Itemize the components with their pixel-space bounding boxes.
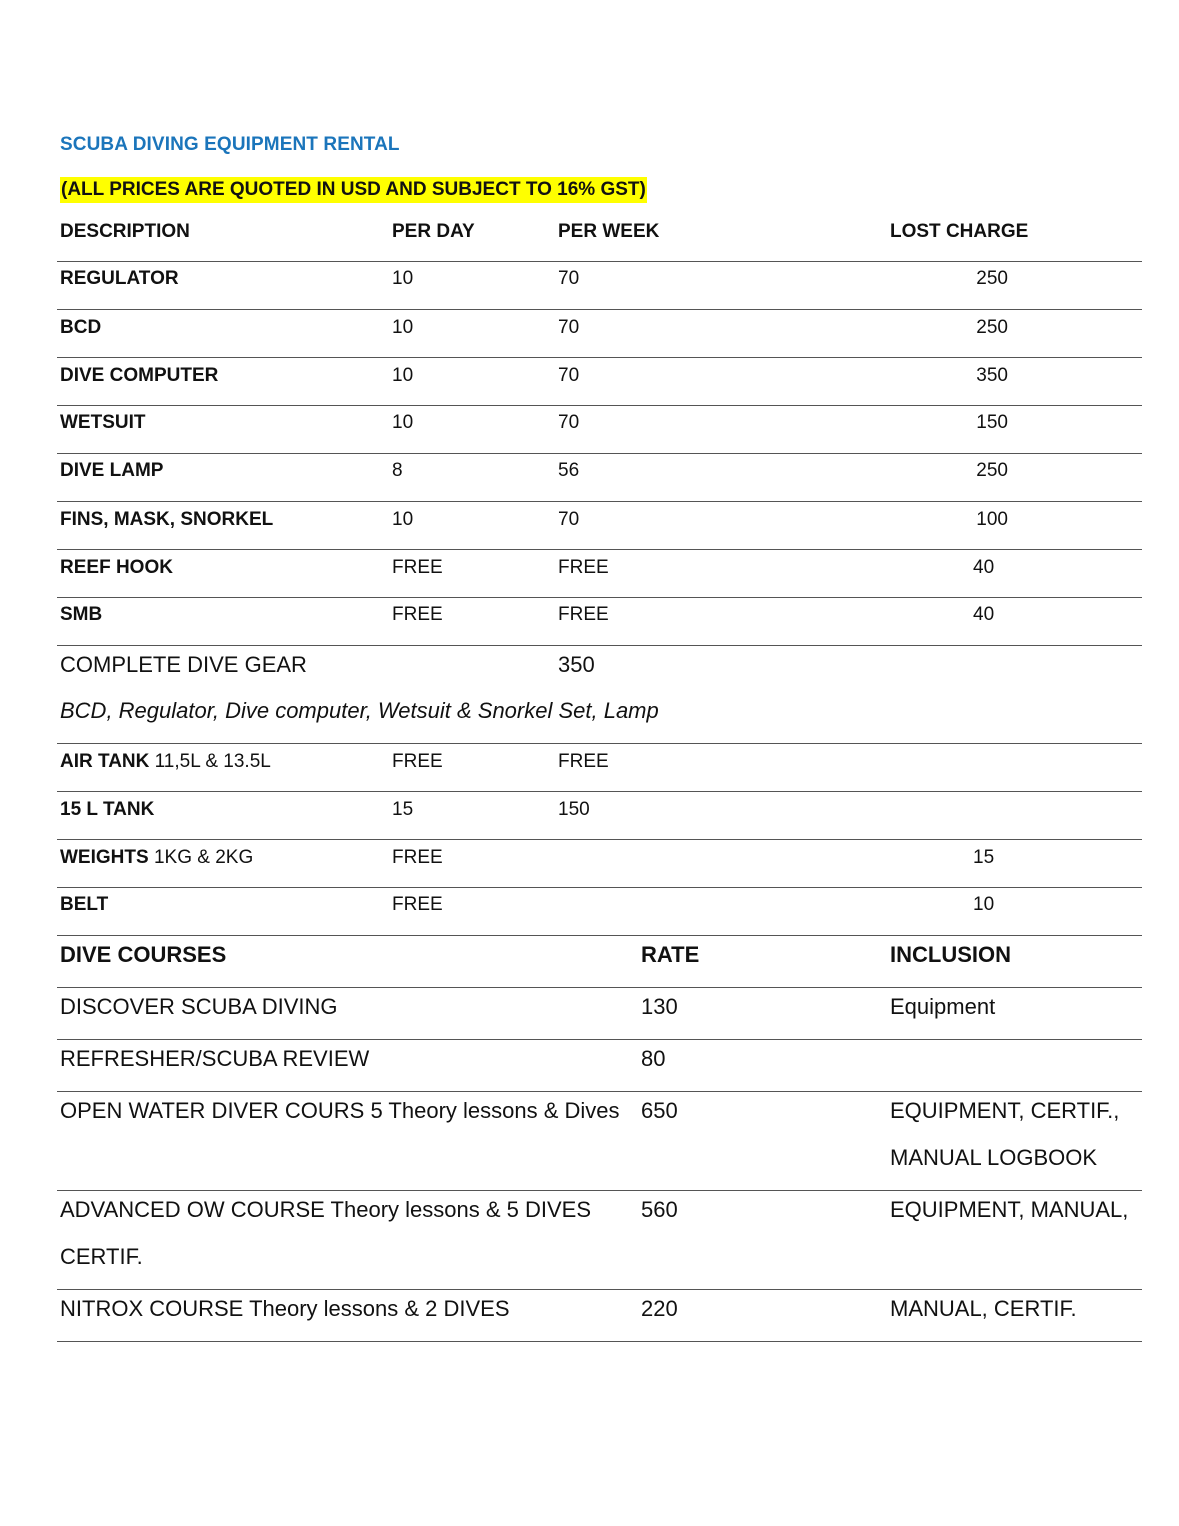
- course-name: NITROX COURSE Theory lessons & 2 DIVES: [60, 1296, 510, 1321]
- table-rule: [57, 987, 1142, 988]
- header-inclusion: INCLUSION: [890, 942, 1011, 967]
- row-lost-charge: 10: [973, 894, 995, 915]
- course-rate: 560: [641, 1197, 678, 1222]
- course-name: REFRESHER/SCUBA REVIEW: [60, 1046, 370, 1071]
- price-notice: (ALL PRICES ARE QUOTED IN USD AND SUBJECT TO 16% GST): [60, 177, 647, 203]
- table-rule: [57, 501, 1142, 502]
- header-dive-courses: DIVE COURSES: [60, 942, 227, 967]
- row-per-week: 150: [558, 799, 590, 820]
- table-rule: [57, 453, 1142, 454]
- row-lost-charge: 250: [976, 460, 1008, 481]
- row-name: REGULATOR: [60, 268, 179, 289]
- course-rate: 650: [641, 1098, 678, 1123]
- table-rule: [57, 1190, 1142, 1191]
- table-rule: [57, 935, 1142, 936]
- course-inclusion: EQUIPMENT, CERTIF.,: [890, 1098, 1120, 1123]
- complete-gear-per-week: 350: [558, 652, 595, 677]
- row-lost-charge: 100: [976, 509, 1008, 530]
- course-inclusion-line2: MANUAL LOGBOOK: [890, 1145, 1098, 1170]
- row-per-day: 10: [392, 317, 414, 338]
- row-name: FINS, MASK, SNORKEL: [60, 509, 274, 530]
- row-per-day: 15: [392, 799, 414, 820]
- row-per-week: 70: [558, 365, 580, 386]
- course-rate: 80: [641, 1046, 666, 1071]
- row-per-week: 70: [558, 412, 580, 433]
- table-rule: [57, 597, 1142, 598]
- row-lost-charge: 150: [976, 412, 1008, 433]
- row-name: DIVE COMPUTER: [60, 365, 219, 386]
- row-name-wrap: [60, 750, 271, 774]
- row-name: 15 L TANK: [60, 799, 155, 820]
- table-rule: [57, 549, 1142, 550]
- row-name-wrap: [60, 846, 253, 870]
- row-name: BCD: [60, 317, 102, 338]
- table-rule: [57, 887, 1142, 888]
- row-per-week: 70: [558, 317, 580, 338]
- table-rule: [57, 405, 1142, 406]
- table-rule: [57, 645, 1142, 646]
- course-rate: 130: [641, 994, 678, 1019]
- document-title: SCUBA DIVING EQUIPMENT RENTAL: [60, 134, 400, 155]
- row-lost-charge: 40: [973, 557, 995, 578]
- row-per-day: 10: [392, 412, 414, 433]
- row-name: SMB: [60, 604, 103, 625]
- row-name: AIR TANK: [60, 751, 150, 772]
- course-name: OPEN WATER DIVER COURS 5 Theory lessons & Dives: [60, 1098, 620, 1123]
- row-lost-charge: 250: [976, 317, 1008, 338]
- header-lost-charge: LOST CHARGE: [890, 221, 1029, 242]
- table-rule: [57, 357, 1142, 358]
- course-name: ADVANCED OW COURSE Theory lessons & 5 DIVES: [60, 1197, 591, 1222]
- table-rule: [57, 309, 1142, 310]
- course-inclusion: MANUAL, CERTIF.: [890, 1296, 1077, 1321]
- row-per-day: 10: [392, 509, 414, 530]
- header-per-day: PER DAY: [392, 221, 475, 242]
- row-per-week: 56: [558, 460, 580, 481]
- course-name: DISCOVER SCUBA DIVING: [60, 994, 338, 1019]
- course-inclusion: Equipment: [890, 994, 996, 1019]
- table-rule: [57, 1091, 1142, 1092]
- row-per-week: 70: [558, 509, 580, 530]
- row-per-day: 10: [392, 268, 414, 289]
- row-lost-charge: 40: [973, 604, 995, 625]
- header-description: DESCRIPTION: [60, 221, 190, 242]
- header-rate: RATE: [641, 942, 700, 967]
- row-per-week: FREE: [558, 751, 609, 772]
- table-rule: [57, 791, 1142, 792]
- row-per-day: 8: [392, 460, 403, 481]
- row-name: DIVE LAMP: [60, 460, 164, 481]
- row-detail: 11,5L & 13.5L: [154, 751, 271, 772]
- row-per-day: FREE: [392, 751, 443, 772]
- row-lost-charge: 250: [976, 268, 1008, 289]
- table-rule: [57, 1039, 1142, 1040]
- row-per-week: FREE: [558, 557, 609, 578]
- course-name-line2: CERTIF.: [60, 1244, 143, 1269]
- row-per-week: FREE: [558, 604, 609, 625]
- row-per-day: FREE: [392, 604, 443, 625]
- row-name: WETSUIT: [60, 412, 146, 433]
- row-lost-charge: 15: [973, 847, 995, 868]
- complete-gear-name: COMPLETE DIVE GEAR: [60, 652, 307, 677]
- row-name: BELT: [60, 894, 109, 915]
- row-per-day: FREE: [392, 894, 443, 915]
- row-per-day: 10: [392, 365, 414, 386]
- row-lost-charge: 350: [976, 365, 1008, 386]
- table-rule: [57, 1289, 1142, 1290]
- row-name: REEF HOOK: [60, 557, 173, 578]
- row-name: WEIGHTS: [60, 847, 149, 868]
- row-detail: 1KG & 2KG: [153, 847, 254, 868]
- table-rule: [57, 743, 1142, 744]
- complete-gear-contents: BCD, Regulator, Dive computer, Wetsuit & Snorkel Set, Lamp: [60, 698, 659, 723]
- header-per-week: PER WEEK: [558, 221, 660, 242]
- row-per-week: 70: [558, 268, 580, 289]
- table-rule: [57, 1341, 1142, 1342]
- table-rule: [57, 261, 1142, 262]
- table-rule: [57, 839, 1142, 840]
- course-inclusion: EQUIPMENT, MANUAL,: [890, 1197, 1129, 1222]
- row-per-day: FREE: [392, 847, 443, 868]
- row-per-day: FREE: [392, 557, 443, 578]
- course-rate: 220: [641, 1296, 678, 1321]
